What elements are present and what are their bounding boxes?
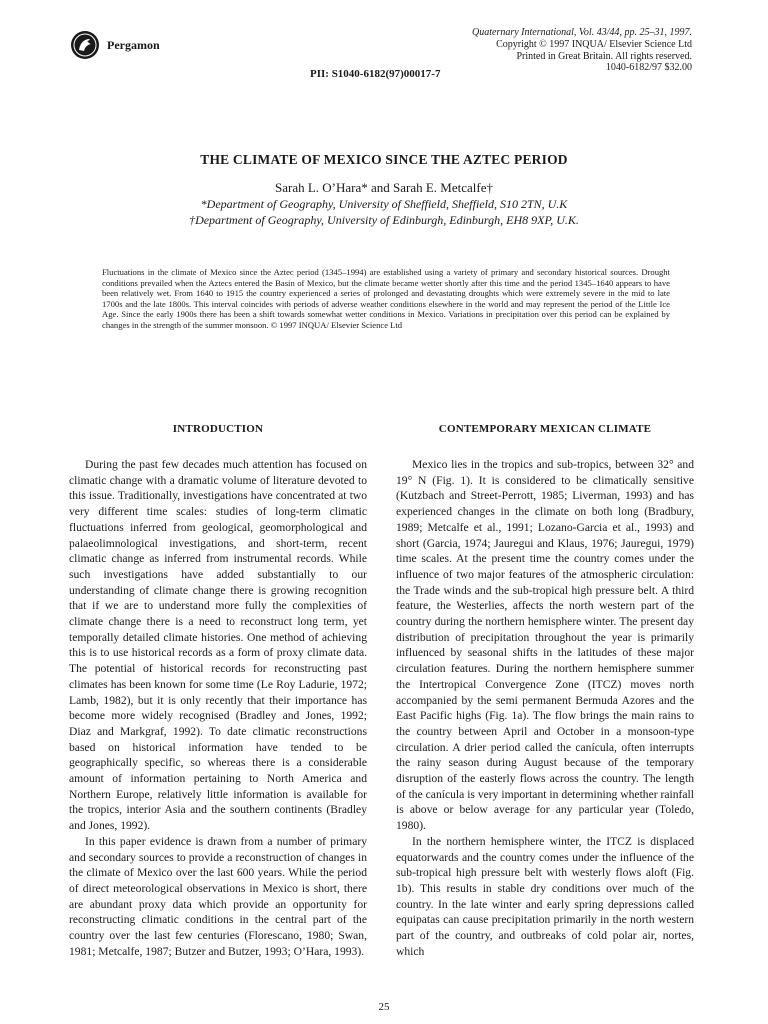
journal-copyright: Copyright © 1997 INQUA/ Elsevier Science Ltd: [496, 38, 692, 50]
pergamon-logo-icon: [70, 30, 100, 60]
paper-authors: Sarah L. O’Hara* and Sarah E. Metcalfe†: [274, 180, 494, 195]
section-heading-contemporary-climate: CONTEMPORARY MEXICAN CLIMATE: [438, 423, 652, 435]
contemporary-paragraph-1: Mexico lies in the tropics and sub-tropics, between 32° and 19° N (Fig. 1). It is considered to be climatically sensitive (Kutzbach and Street-Perrott, 1985; Liverman, 1993) and has experienced changes in the climate on both long (Bradbury, 1989; Metcalfe et al., 1991; Lozano-Garcia et al., 1993) and short (Garcia, 1974; Jauregui and Klaus, 1976; Jauregui, 1979) time scales. At the present time the country comes under the influence of two major features of the atmospheric circulation: the Trade winds and the sub-tropical high pressure belt. A third feature, the Westerlies, affects the north western part of the country during the northern hemisphere winter. The present day distribution of precipitation throughout the year is primarily influenced by seasonal shifts in the latitudes of these major circulation features. During the northern hemisphere summer the Intertropical Convergence Zone (ITCZ) moves north accompanied by the semi permanent Bermuda Azores and the East Pacific highs (Fig. 1a). The flow brings the main rains to the country between April and October in a monsoon-type circulation. A drier period called the canícula, often interrupts the rainy season during August because of the temporary disruption of the easterly flows across the country. The length of the canícula is very important in determining whether rainfall is above or below average for any particular year (Toledo, 1980).: [396, 458, 694, 833]
journal-printed: Printed in Great Britain. All rights reserved.: [516, 50, 692, 62]
left-column: [69, 422, 367, 960]
paper-title: THE CLIMATE OF MEXICO SINCE THE AZTEC PERIOD: [200, 152, 568, 167]
right-column: [396, 422, 694, 960]
journal-citation: Quaternary International, Vol. 43/44, pp. 25–31, 1997.: [472, 27, 692, 38]
abstract: Fluctuations in the climate of Mexico since the Aztec period (1345–1994) are established using a variety of primary and secondary historical sources. Drought conditions prevailed when the Aztecs entered the Basin of Mexico, but the climate became wetter shortly after this time and the period 1345–1640 appears to have been relatively wet. From 1640 to 1915 the country experienced a series of prolonged and devastating droughts which were extremely severe in the mid to late 1700s and the late 1800s. This interval coincides with periods of adverse weather conditions elsewhere in the world and may represent the period of the Little Ice Age. Since the early 1900s there has been a shift towards somewhat wetter conditions in Mexico. Variations in precipitation over this period can be explained by changes in the strength of the summer monsoon. © 1997 INQUA/ Elsevier Science Ltd: [102, 267, 670, 330]
pii-code: PII: S1040-6182(97)00017-7: [310, 68, 441, 80]
affiliation-2: †Department of Geography, University of Edinburgh, Edinburgh, EH8 9XP, U.K.: [189, 213, 579, 227]
affiliation-1: *Department of Geography, University of Sheffield, Sheffield, S10 2TN, U.K: [200, 197, 568, 211]
journal-info: [472, 27, 692, 74]
contemporary-paragraph-2: In the northern hemisphere winter, the ITCZ is displaced equatorwards and the country comes under the influence of the sub-tropical high pressure belt with westerly flows aloft (Fig. 1b). This results in stable dry conditions over much of the country. In the late winter and early spring depressions called equipatas can cause precipitation primarily in the north western part of the country, and outbreaks of cold polar air, nortes, which: [396, 834, 694, 958]
page-number: 25: [378, 1001, 390, 1013]
introduction-paragraph-1: During the past few decades much attention has focused on climatic change with a dramatic volume of literature devoted to this issue. Traditionally, investigations have concentrated at two very different time scales: studies of long-term climatic fluctuations inferred from geological, geomorphological and palaeolimnological investigations, and short-term, recent climatic change as inferred from instrumental records. While such investigations have added substantially to our understanding of climate change there is growing recognition that if we are to understand more fully the complexities of climate change there is a need to reconstruct long term, yet temporally detailed climate histories. One method of achieving this is to use historical records as a form of proxy climate data. The potential of historical records for reconstructing past climates has been known for some time (Le Roy Ladurie, 1972; Lamb, 1982), but it is only recently that their importance has become more widely recognised (Bradley and Jones, 1992; Diaz and Markgraf, 1992). To date climatic reconstructions based on historical information have tended to be geographically specific, so whereas there is a considerable amount of information pertaining to North America and Northern Europe, relatively little information is available for the tropics, interior Asia and the southern continents (Bradley and Jones, 1992).: [69, 458, 367, 833]
introduction-paragraph-2: In this paper evidence is drawn from a number of primary and secondary sources to provide a reconstruction of changes in the climate of Mexico over the last 600 years. While the period of direct meteorological observations in Mexico is short, there are abundant proxy data which provide an opportunity for reconstructing climatic conditions in the central part of the country over the last few centuries (Florescano, 1980; Swan, 1981; Metcalfe, 1987; Butzer and Butzer, 1993; O’Hara, 1993).: [69, 834, 367, 958]
page-header: [0, 0, 768, 90]
publisher-name: Pergamon: [107, 38, 160, 52]
journal-issn: 1040-6182/97 $32.00: [605, 62, 692, 74]
section-heading-introduction: INTRODUCTION: [172, 423, 264, 435]
